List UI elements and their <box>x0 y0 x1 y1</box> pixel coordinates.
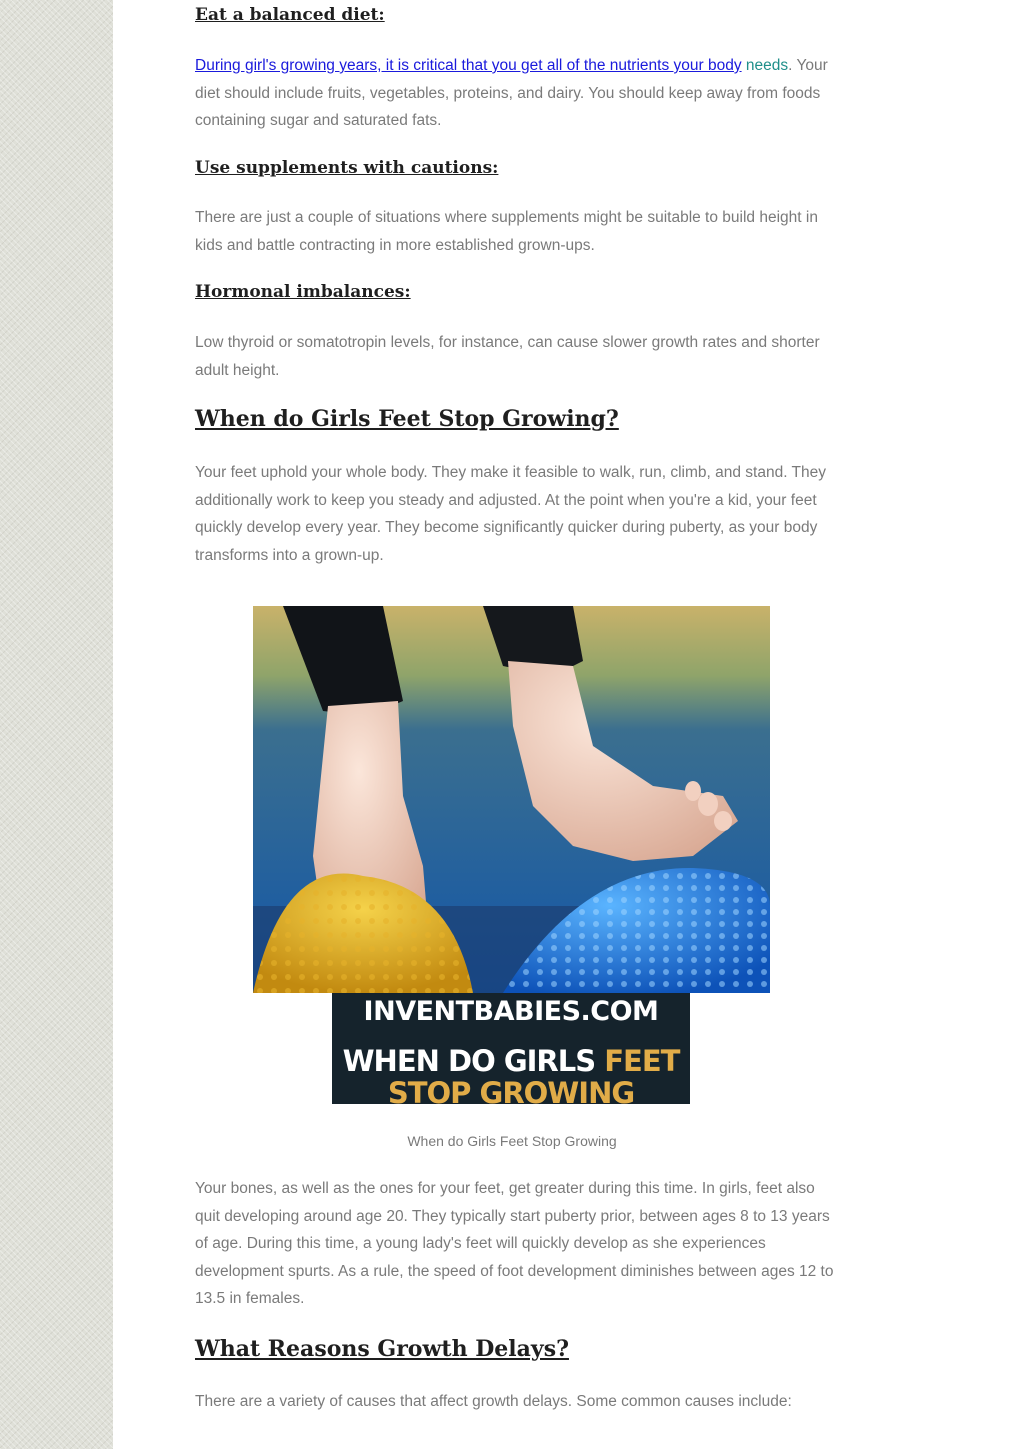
heading-balanced-diet: Eat a balanced diet: <box>195 5 385 25</box>
nutrients-link[interactable]: During girl's growing years, it is critical that you get all of the nutrients your body <box>195 57 742 74</box>
paragraph-bones: Your bones, as well as the ones for your feet, get greater during this time. In girls, feet also quit developing around age 20. They typically start puberty prior, between ages 8 to 13 years of age. During this time, a young lady's feet will quickly develop as she experiences development spurts. As a rule, the speed of foot development diminishes between ages 12 to 13.5 in females. <box>195 1180 834 1307</box>
paragraph-hormonal: Low thyroid or somatotropin levels, for instance, can cause slower growth rates and shorter adult height. <box>195 334 820 379</box>
heading-feet-stop-growing: When do Girls Feet Stop Growing? <box>195 406 619 432</box>
paragraph-balanced-diet <box>195 52 835 135</box>
banner-title-white: WHEN DO GIRLS <box>342 1044 596 1078</box>
paragraph-growth-delays: There are a variety of causes that affect growth delays. Some common causes include: <box>195 1393 792 1410</box>
heading-growth-delays: What Reasons Growth Delays? <box>195 1336 569 1362</box>
heading-hormonal: Hormonal imbalances: <box>195 282 411 302</box>
side-texture-panel <box>0 0 113 1449</box>
paragraph-supplements: There are just a couple of situations where supplements might be suitable to build height in kids and battle contracting in more established grown-ups. <box>195 209 818 254</box>
photo-banner <box>332 993 690 1104</box>
nutrients-link-tail[interactable]: needs <box>745 57 789 74</box>
banner-site-name: INVENTBABIES.COM <box>363 996 659 1027</box>
banner-title <box>332 1045 690 1104</box>
banner-title-accent-stop-growing: STOP GROWING <box>387 1076 635 1104</box>
photo-caption: When do Girls Feet Stop Growing <box>407 1133 617 1149</box>
feet-photo <box>253 606 770 993</box>
paragraph-feet: Your feet uphold your whole body. They make it feasible to walk, run, climb, and stand. They additionally work to keep you steady and adjusted. At the point when you're a kid, your feet quickly develop every year. They become significantly quicker during puberty, as your body transforms into a grown-up. <box>195 464 826 564</box>
heading-supplements: Use supplements with cautions: <box>195 158 499 178</box>
feet-photo-illustration <box>253 606 770 993</box>
banner-title-accent-feet: FEET <box>604 1044 680 1078</box>
diet-body-text: . Your diet should include fruits, vegetables, proteins, and dairy. You should keep away from foods containing sugar and saturated fats. <box>195 57 828 129</box>
